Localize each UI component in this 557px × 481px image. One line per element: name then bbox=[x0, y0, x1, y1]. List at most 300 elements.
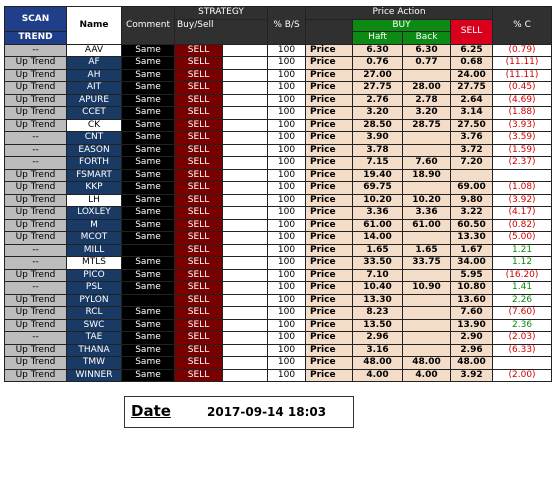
table-row[interactable] bbox=[5, 307, 552, 320]
sell-price-cell[interactable]: 13.60 bbox=[451, 294, 493, 307]
sell-price-cell[interactable]: 13.30 bbox=[451, 232, 493, 245]
sell-price-cell[interactable]: 5.95 bbox=[451, 269, 493, 282]
buy-sell-header[interactable]: Buy/Sell bbox=[175, 19, 268, 44]
haft-price-cell[interactable]: 27.00 bbox=[353, 69, 403, 82]
scan-trend-cell[interactable]: Up Trend bbox=[5, 344, 67, 357]
back-price-cell[interactable]: 33.75 bbox=[403, 257, 451, 270]
symbol-cell[interactable]: KKP bbox=[67, 182, 122, 195]
pct-bs-cell[interactable]: 100 bbox=[268, 294, 306, 307]
blank-cell[interactable] bbox=[223, 107, 268, 120]
haft-price-cell[interactable]: 27.75 bbox=[353, 82, 403, 95]
comment-cell[interactable]: Same bbox=[122, 157, 175, 170]
signal-cell[interactable]: SELL bbox=[175, 182, 223, 195]
comment-cell[interactable]: Same bbox=[122, 307, 175, 320]
comment-cell[interactable]: Same bbox=[122, 207, 175, 220]
pct-bs-cell[interactable]: 100 bbox=[268, 319, 306, 332]
pct-change-cell[interactable]: (2.00) bbox=[493, 369, 552, 382]
symbol-cell[interactable]: AIT bbox=[67, 82, 122, 95]
blank-cell[interactable] bbox=[223, 194, 268, 207]
signal-cell[interactable]: SELL bbox=[175, 332, 223, 345]
scan-trend-cell[interactable]: Up Trend bbox=[5, 107, 67, 120]
blank-cell[interactable] bbox=[223, 307, 268, 320]
symbol-cell[interactable]: TAE bbox=[67, 332, 122, 345]
pct-bs-cell[interactable]: 100 bbox=[268, 219, 306, 232]
sell-price-cell[interactable]: 3.76 bbox=[451, 132, 493, 145]
pct-bs-cell[interactable]: 100 bbox=[268, 57, 306, 70]
scan-trend-cell[interactable]: Up Trend bbox=[5, 319, 67, 332]
sell-price-cell[interactable]: 34.00 bbox=[451, 257, 493, 270]
symbol-cell[interactable]: PICO bbox=[67, 269, 122, 282]
price-label-cell[interactable]: Price bbox=[306, 232, 353, 245]
scan-trend-cell[interactable]: Up Trend bbox=[5, 69, 67, 82]
sell-price-cell[interactable]: 2.90 bbox=[451, 332, 493, 345]
table-row[interactable] bbox=[5, 332, 552, 345]
sell-price-cell[interactable] bbox=[451, 169, 493, 182]
comment-cell[interactable]: Same bbox=[122, 319, 175, 332]
blank-cell[interactable] bbox=[223, 144, 268, 157]
signal-cell[interactable]: SELL bbox=[175, 57, 223, 70]
comment-cell[interactable]: Same bbox=[122, 82, 175, 95]
comment-cell[interactable]: Same bbox=[122, 344, 175, 357]
signal-cell[interactable]: SELL bbox=[175, 194, 223, 207]
back-price-cell[interactable]: 2.78 bbox=[403, 94, 451, 107]
price-label-cell[interactable]: Price bbox=[306, 344, 353, 357]
pct-change-cell[interactable]: (6.33) bbox=[493, 344, 552, 357]
haft-price-cell[interactable]: 14.00 bbox=[353, 232, 403, 245]
scan-trend-cell[interactable]: Up Trend bbox=[5, 294, 67, 307]
sell-price-cell[interactable]: 13.90 bbox=[451, 319, 493, 332]
symbol-cell[interactable]: MTLS bbox=[67, 257, 122, 270]
pct-change-cell[interactable]: (3.92) bbox=[493, 194, 552, 207]
blank-cell[interactable] bbox=[223, 119, 268, 132]
comment-cell[interactable]: Same bbox=[122, 182, 175, 195]
pct-change-cell[interactable]: 1.41 bbox=[493, 282, 552, 295]
blank-cell[interactable] bbox=[223, 132, 268, 145]
blank-cell[interactable] bbox=[223, 69, 268, 82]
scan-trend-cell[interactable]: -- bbox=[5, 132, 67, 145]
sell-price-cell[interactable]: 0.68 bbox=[451, 57, 493, 70]
scan-trend-cell[interactable]: Up Trend bbox=[5, 194, 67, 207]
pct-bs-cell[interactable]: 100 bbox=[268, 82, 306, 95]
symbol-cell[interactable]: CNT bbox=[67, 132, 122, 145]
sell-price-cell[interactable]: 24.00 bbox=[451, 69, 493, 82]
signal-cell[interactable]: SELL bbox=[175, 44, 223, 57]
sell-price-cell[interactable]: 3.72 bbox=[451, 144, 493, 157]
haft-price-cell[interactable]: 19.40 bbox=[353, 169, 403, 182]
signal-cell[interactable]: SELL bbox=[175, 307, 223, 320]
scan-trend-cell[interactable]: -- bbox=[5, 44, 67, 57]
symbol-cell[interactable]: APURE bbox=[67, 94, 122, 107]
haft-price-cell[interactable]: 1.65 bbox=[353, 244, 403, 257]
back-price-cell[interactable]: 61.00 bbox=[403, 219, 451, 232]
table-row[interactable] bbox=[5, 344, 552, 357]
signal-cell[interactable]: SELL bbox=[175, 357, 223, 370]
table-row[interactable] bbox=[5, 369, 552, 382]
pct-bs-cell[interactable]: 100 bbox=[268, 94, 306, 107]
back-price-cell[interactable]: 3.36 bbox=[403, 207, 451, 220]
pct-bs-cell[interactable]: 100 bbox=[268, 182, 306, 195]
pct-change-cell[interactable]: (1.88) bbox=[493, 107, 552, 120]
back-price-cell[interactable] bbox=[403, 269, 451, 282]
pct-bs-cell[interactable]: 100 bbox=[268, 107, 306, 120]
pct-change-cell[interactable] bbox=[493, 169, 552, 182]
blank-cell[interactable] bbox=[223, 219, 268, 232]
haft-price-cell[interactable]: 8.23 bbox=[353, 307, 403, 320]
scan-trend-cell[interactable]: Up Trend bbox=[5, 169, 67, 182]
comment-cell[interactable]: Same bbox=[122, 169, 175, 182]
scan-trend-cell[interactable]: Up Trend bbox=[5, 369, 67, 382]
haft-price-cell[interactable]: 3.90 bbox=[353, 132, 403, 145]
signal-cell[interactable]: SELL bbox=[175, 319, 223, 332]
table-row[interactable] bbox=[5, 219, 552, 232]
table-row[interactable] bbox=[5, 269, 552, 282]
sell-price-cell[interactable]: 7.20 bbox=[451, 157, 493, 170]
pct-bs-cell[interactable]: 100 bbox=[268, 244, 306, 257]
table-row[interactable] bbox=[5, 69, 552, 82]
back-price-cell[interactable] bbox=[403, 344, 451, 357]
sell-price-cell[interactable]: 6.25 bbox=[451, 44, 493, 57]
price-label-cell[interactable]: Price bbox=[306, 244, 353, 257]
haft-price-cell[interactable]: 0.76 bbox=[353, 57, 403, 70]
pct-change-cell[interactable]: (2.37) bbox=[493, 157, 552, 170]
name-header[interactable]: Name bbox=[67, 7, 122, 45]
price-label-cell[interactable]: Price bbox=[306, 357, 353, 370]
pct-bs-cell[interactable]: 100 bbox=[268, 332, 306, 345]
comment-cell[interactable] bbox=[122, 244, 175, 257]
signal-cell[interactable]: SELL bbox=[175, 119, 223, 132]
pct-change-cell[interactable]: (5.00) bbox=[493, 232, 552, 245]
scan-trend-cell[interactable]: Up Trend bbox=[5, 94, 67, 107]
scan-trend-cell[interactable]: Up Trend bbox=[5, 269, 67, 282]
blank-cell[interactable] bbox=[223, 369, 268, 382]
haft-price-cell[interactable]: 48.00 bbox=[353, 357, 403, 370]
table-row[interactable] bbox=[5, 132, 552, 145]
back-price-cell[interactable] bbox=[403, 132, 451, 145]
blank-cell[interactable] bbox=[223, 257, 268, 270]
signal-cell[interactable]: SELL bbox=[175, 69, 223, 82]
haft-price-cell[interactable]: 69.75 bbox=[353, 182, 403, 195]
signal-cell[interactable]: SELL bbox=[175, 244, 223, 257]
pct-change-cell[interactable]: (3.59) bbox=[493, 132, 552, 145]
back-price-cell[interactable] bbox=[403, 232, 451, 245]
scan-trend-cell[interactable]: Up Trend bbox=[5, 82, 67, 95]
price-label-cell[interactable]: Price bbox=[306, 144, 353, 157]
blank-cell[interactable] bbox=[223, 232, 268, 245]
price-label-cell[interactable]: Price bbox=[306, 207, 353, 220]
comment-cell[interactable] bbox=[122, 294, 175, 307]
pct-bs-cell[interactable]: 100 bbox=[268, 69, 306, 82]
scan-trend-cell[interactable]: Up Trend bbox=[5, 207, 67, 220]
signal-cell[interactable]: SELL bbox=[175, 219, 223, 232]
comment-cell[interactable]: Same bbox=[122, 269, 175, 282]
comment-cell[interactable]: Same bbox=[122, 44, 175, 57]
comment-cell[interactable]: Same bbox=[122, 107, 175, 120]
sell-price-cell[interactable]: 3.22 bbox=[451, 207, 493, 220]
scan-trend-cell[interactable]: Up Trend bbox=[5, 307, 67, 320]
signal-cell[interactable]: SELL bbox=[175, 269, 223, 282]
symbol-cell[interactable]: AH bbox=[67, 69, 122, 82]
pct-bs-cell[interactable]: 100 bbox=[268, 269, 306, 282]
pct-bs-cell[interactable]: 100 bbox=[268, 132, 306, 145]
back-price-cell[interactable]: 28.00 bbox=[403, 82, 451, 95]
haft-price-cell[interactable]: 2.76 bbox=[353, 94, 403, 107]
signal-cell[interactable]: SELL bbox=[175, 144, 223, 157]
comment-cell[interactable]: Same bbox=[122, 282, 175, 295]
pct-bs-cell[interactable]: 100 bbox=[268, 119, 306, 132]
pct-change-cell[interactable]: (2.03) bbox=[493, 332, 552, 345]
table-row[interactable] bbox=[5, 144, 552, 157]
sell-price-cell[interactable]: 2.64 bbox=[451, 94, 493, 107]
price-label-cell[interactable]: Price bbox=[306, 169, 353, 182]
table-row[interactable] bbox=[5, 169, 552, 182]
pct-bs-cell[interactable]: 100 bbox=[268, 232, 306, 245]
scan-trend-cell[interactable]: -- bbox=[5, 157, 67, 170]
haft-price-cell[interactable]: 33.50 bbox=[353, 257, 403, 270]
comment-cell[interactable]: Same bbox=[122, 119, 175, 132]
table-row[interactable] bbox=[5, 94, 552, 107]
haft-price-cell[interactable]: 6.30 bbox=[353, 44, 403, 57]
pct-change-cell[interactable]: (11.11) bbox=[493, 57, 552, 70]
comment-cell[interactable]: Same bbox=[122, 257, 175, 270]
back-price-cell[interactable] bbox=[403, 332, 451, 345]
back-header[interactable]: Back bbox=[403, 32, 451, 45]
pct-change-cell[interactable]: (0.45) bbox=[493, 82, 552, 95]
symbol-cell[interactable]: PYLON bbox=[67, 294, 122, 307]
comment-cell[interactable]: Same bbox=[122, 194, 175, 207]
table-row[interactable] bbox=[5, 294, 552, 307]
price-label-cell[interactable]: Price bbox=[306, 94, 353, 107]
table-row[interactable] bbox=[5, 182, 552, 195]
blank-cell[interactable] bbox=[223, 157, 268, 170]
symbol-cell[interactable]: LH bbox=[67, 194, 122, 207]
table-row[interactable] bbox=[5, 232, 552, 245]
signal-cell[interactable]: SELL bbox=[175, 94, 223, 107]
sell-price-cell[interactable]: 69.00 bbox=[451, 182, 493, 195]
symbol-cell[interactable]: CK bbox=[67, 119, 122, 132]
pct-bs-cell[interactable]: 100 bbox=[268, 307, 306, 320]
comment-cell[interactable]: Same bbox=[122, 69, 175, 82]
blank-cell[interactable] bbox=[223, 82, 268, 95]
scan-trend-cell[interactable]: Up Trend bbox=[5, 57, 67, 70]
pct-change-cell[interactable]: 2.26 bbox=[493, 294, 552, 307]
blank-cell[interactable] bbox=[223, 244, 268, 257]
symbol-cell[interactable]: RCL bbox=[67, 307, 122, 320]
price-label-cell[interactable]: Price bbox=[306, 194, 353, 207]
haft-price-cell[interactable]: 13.50 bbox=[353, 319, 403, 332]
table-row[interactable] bbox=[5, 107, 552, 120]
price-label-cell[interactable]: Price bbox=[306, 332, 353, 345]
pct-bs-cell[interactable]: 100 bbox=[268, 44, 306, 57]
price-label-cell[interactable]: Price bbox=[306, 269, 353, 282]
back-price-cell[interactable]: 28.75 bbox=[403, 119, 451, 132]
table-row[interactable] bbox=[5, 319, 552, 332]
back-price-cell[interactable]: 48.00 bbox=[403, 357, 451, 370]
pct-change-cell[interactable]: (1.08) bbox=[493, 182, 552, 195]
back-price-cell[interactable] bbox=[403, 144, 451, 157]
symbol-cell[interactable]: EASON bbox=[67, 144, 122, 157]
price-label-cell[interactable]: Price bbox=[306, 157, 353, 170]
blank-cell[interactable] bbox=[223, 269, 268, 282]
sell-header[interactable]: SELL bbox=[451, 19, 493, 44]
scan-trend-cell[interactable]: Up Trend bbox=[5, 119, 67, 132]
sell-price-cell[interactable]: 60.50 bbox=[451, 219, 493, 232]
back-price-cell[interactable]: 3.20 bbox=[403, 107, 451, 120]
signal-cell[interactable]: SELL bbox=[175, 207, 223, 220]
price-label-cell[interactable]: Price bbox=[306, 57, 353, 70]
symbol-cell[interactable]: CCET bbox=[67, 107, 122, 120]
trend-header[interactable]: TREND bbox=[5, 32, 67, 45]
sell-price-cell[interactable]: 2.96 bbox=[451, 344, 493, 357]
pct-change-cell[interactable]: (1.59) bbox=[493, 144, 552, 157]
price-label-cell[interactable]: Price bbox=[306, 294, 353, 307]
pct-change-cell[interactable]: (0.82) bbox=[493, 219, 552, 232]
signal-cell[interactable]: SELL bbox=[175, 132, 223, 145]
sell-price-cell[interactable]: 3.14 bbox=[451, 107, 493, 120]
back-price-cell[interactable] bbox=[403, 294, 451, 307]
back-price-cell[interactable]: 0.77 bbox=[403, 57, 451, 70]
table-row[interactable] bbox=[5, 357, 552, 370]
table-row[interactable] bbox=[5, 244, 552, 257]
symbol-cell[interactable]: AF bbox=[67, 57, 122, 70]
comment-cell[interactable]: Same bbox=[122, 332, 175, 345]
comment-cell[interactable]: Same bbox=[122, 94, 175, 107]
scan-trend-cell[interactable]: -- bbox=[5, 244, 67, 257]
pct-bs-cell[interactable]: 100 bbox=[268, 194, 306, 207]
signal-cell[interactable]: SELL bbox=[175, 369, 223, 382]
blank-cell[interactable] bbox=[223, 294, 268, 307]
price-label-cell[interactable]: Price bbox=[306, 369, 353, 382]
symbol-cell[interactable]: LOXLEY bbox=[67, 207, 122, 220]
pct-change-cell[interactable]: (7.60) bbox=[493, 307, 552, 320]
price-label-cell[interactable]: Price bbox=[306, 257, 353, 270]
back-price-cell[interactable]: 10.90 bbox=[403, 282, 451, 295]
signal-cell[interactable]: SELL bbox=[175, 107, 223, 120]
table-row[interactable] bbox=[5, 44, 552, 57]
sell-price-cell[interactable]: 10.80 bbox=[451, 282, 493, 295]
sell-price-cell[interactable]: 27.50 bbox=[451, 119, 493, 132]
price-label-cell[interactable]: Price bbox=[306, 182, 353, 195]
scan-trend-cell[interactable]: -- bbox=[5, 282, 67, 295]
haft-price-cell[interactable]: 13.30 bbox=[353, 294, 403, 307]
signal-cell[interactable]: SELL bbox=[175, 344, 223, 357]
signal-cell[interactable]: SELL bbox=[175, 257, 223, 270]
blank-cell[interactable] bbox=[223, 94, 268, 107]
blank-cell[interactable] bbox=[223, 344, 268, 357]
pct-bs-cell[interactable]: 100 bbox=[268, 344, 306, 357]
pct-bs-cell[interactable]: 100 bbox=[268, 257, 306, 270]
signal-cell[interactable]: SELL bbox=[175, 169, 223, 182]
comment-cell[interactable]: Same bbox=[122, 132, 175, 145]
blank-cell[interactable] bbox=[223, 357, 268, 370]
pct-bs-header[interactable]: % B/S bbox=[268, 7, 306, 45]
back-price-cell[interactable] bbox=[403, 319, 451, 332]
blank-cell[interactable] bbox=[223, 207, 268, 220]
pct-change-cell[interactable]: (4.17) bbox=[493, 207, 552, 220]
comment-header[interactable]: Comment bbox=[122, 7, 175, 45]
haft-price-cell[interactable]: 7.15 bbox=[353, 157, 403, 170]
sell-price-cell[interactable]: 9.80 bbox=[451, 194, 493, 207]
price-label-cell[interactable]: Price bbox=[306, 219, 353, 232]
scan-trend-cell[interactable]: -- bbox=[5, 257, 67, 270]
symbol-cell[interactable]: M bbox=[67, 219, 122, 232]
table-row[interactable] bbox=[5, 282, 552, 295]
pct-bs-cell[interactable]: 100 bbox=[268, 207, 306, 220]
back-price-cell[interactable] bbox=[403, 182, 451, 195]
table-row[interactable] bbox=[5, 57, 552, 70]
pct-change-cell[interactable] bbox=[493, 357, 552, 370]
table-row[interactable] bbox=[5, 257, 552, 270]
back-price-cell[interactable]: 18.90 bbox=[403, 169, 451, 182]
symbol-cell[interactable]: PSL bbox=[67, 282, 122, 295]
back-price-cell[interactable]: 7.60 bbox=[403, 157, 451, 170]
blank-cell[interactable] bbox=[223, 282, 268, 295]
signal-cell[interactable]: SELL bbox=[175, 82, 223, 95]
pct-bs-cell[interactable]: 100 bbox=[268, 157, 306, 170]
back-price-cell[interactable]: 1.65 bbox=[403, 244, 451, 257]
blank-cell[interactable] bbox=[223, 332, 268, 345]
price-label-cell[interactable]: Price bbox=[306, 119, 353, 132]
symbol-cell[interactable]: THANA bbox=[67, 344, 122, 357]
scan-trend-cell[interactable]: Up Trend bbox=[5, 219, 67, 232]
price-label-cell[interactable]: Price bbox=[306, 82, 353, 95]
sell-price-cell[interactable]: 27.75 bbox=[451, 82, 493, 95]
scan-trend-cell[interactable]: Up Trend bbox=[5, 232, 67, 245]
blank-cell[interactable] bbox=[223, 319, 268, 332]
price-label-cell[interactable]: Price bbox=[306, 69, 353, 82]
pct-c-header[interactable]: % C bbox=[493, 7, 552, 45]
symbol-cell[interactable]: AAV bbox=[67, 44, 122, 57]
symbol-cell[interactable]: FORTH bbox=[67, 157, 122, 170]
table-row[interactable] bbox=[5, 157, 552, 170]
pct-bs-cell[interactable]: 100 bbox=[268, 169, 306, 182]
symbol-cell[interactable]: TMW bbox=[67, 357, 122, 370]
signal-cell[interactable]: SELL bbox=[175, 294, 223, 307]
pct-change-cell[interactable]: (11.11) bbox=[493, 69, 552, 82]
haft-price-cell[interactable]: 4.00 bbox=[353, 369, 403, 382]
symbol-cell[interactable]: FSMART bbox=[67, 169, 122, 182]
haft-price-cell[interactable]: 3.36 bbox=[353, 207, 403, 220]
signal-cell[interactable]: SELL bbox=[175, 157, 223, 170]
pct-change-cell[interactable]: 1.12 bbox=[493, 257, 552, 270]
table-row[interactable] bbox=[5, 194, 552, 207]
pct-change-cell[interactable]: 1.21 bbox=[493, 244, 552, 257]
blank-cell[interactable] bbox=[223, 182, 268, 195]
pct-bs-cell[interactable]: 100 bbox=[268, 369, 306, 382]
symbol-cell[interactable]: WINNER bbox=[67, 369, 122, 382]
blank-cell[interactable] bbox=[223, 169, 268, 182]
haft-price-cell[interactable]: 28.50 bbox=[353, 119, 403, 132]
back-price-cell[interactable]: 6.30 bbox=[403, 44, 451, 57]
comment-cell[interactable]: Same bbox=[122, 219, 175, 232]
pct-change-cell[interactable]: (3.93) bbox=[493, 119, 552, 132]
price-label-cell[interactable]: Price bbox=[306, 282, 353, 295]
comment-cell[interactable]: Same bbox=[122, 57, 175, 70]
comment-cell[interactable]: Same bbox=[122, 369, 175, 382]
haft-header[interactable]: Haft bbox=[353, 32, 403, 45]
comment-cell[interactable]: Same bbox=[122, 232, 175, 245]
sell-price-cell[interactable]: 7.60 bbox=[451, 307, 493, 320]
haft-price-cell[interactable]: 3.78 bbox=[353, 144, 403, 157]
symbol-cell[interactable]: MCOT bbox=[67, 232, 122, 245]
pct-change-cell[interactable]: 2.36 bbox=[493, 319, 552, 332]
pct-change-cell[interactable]: (0.79) bbox=[493, 44, 552, 57]
pct-bs-cell[interactable]: 100 bbox=[268, 282, 306, 295]
haft-price-cell[interactable]: 2.96 bbox=[353, 332, 403, 345]
scan-trend-cell[interactable]: -- bbox=[5, 332, 67, 345]
price-label-cell[interactable]: Price bbox=[306, 44, 353, 57]
blank-cell[interactable] bbox=[223, 44, 268, 57]
sell-price-cell[interactable]: 1.67 bbox=[451, 244, 493, 257]
